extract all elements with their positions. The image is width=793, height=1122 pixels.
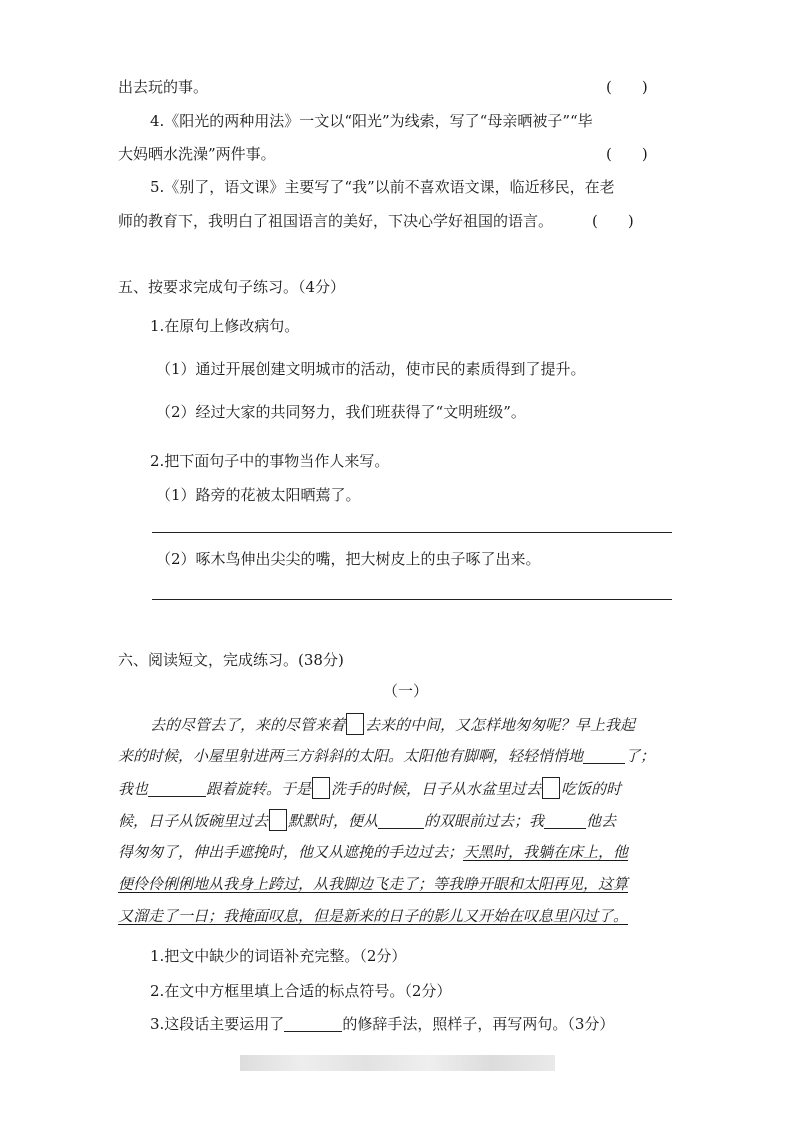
q4-line2: 大妈晒水洗澡”两件事。: [118, 145, 276, 163]
q4-line1: 4.《阳光的两种用法》一文以“阳光”为线索，写了“母亲晒被子”“毕: [150, 112, 593, 130]
s6-q2: 2.在文中方框里填上合适的标点符号。（2分）: [150, 982, 452, 1000]
passage-line-7: 又溜走了一日；我掩面叹息，但是新来的日子的影儿又开始在叹息里闪过了。: [118, 907, 629, 925]
rhetoric-blank[interactable]: [284, 1015, 342, 1032]
s6-q1: 1.把文中缺少的词语补充完整。（2分）: [150, 947, 407, 965]
q3-tail: 出去玩的事。: [118, 78, 209, 96]
q5-line2: 师的教育下，我明白了祖国语言的美好，下决心学好祖国的语言。: [118, 212, 554, 230]
punct-box-2[interactable]: [312, 777, 330, 799]
s6-q3: 3.这段话主要运用了 的修辞手法，照样子，再写两句。（3分）: [150, 1015, 615, 1033]
q4-answer-paren[interactable]: ( ): [606, 145, 648, 163]
punct-box-1[interactable]: [346, 713, 364, 735]
passage-subtitle: （一）: [383, 682, 429, 700]
s5-q2-1: （1）路旁的花被太阳晒蔫了。: [156, 486, 361, 504]
section6-title: 六、阅读短文，完成练习。(38分): [118, 651, 344, 669]
passage-line-6: 便伶伶俐俐地从我身上跨过，从我脚边飞走了；等我睁开眼和太阳再见，这算: [118, 875, 629, 893]
answer-line-2[interactable]: [152, 599, 672, 600]
word-blank-4[interactable]: [544, 812, 586, 829]
punct-box-3[interactable]: [542, 777, 560, 799]
s5-q1-2[interactable]: （2）经过大家的共同努力，我们班获得了“文明班级”。: [156, 403, 526, 421]
passage-line-1: 去的尽管去了，来的尽管来着 去来的中间，又怎样地匆匆呢？早上我起: [150, 713, 635, 736]
s5-q1-1[interactable]: （1）通过开展创建文明城市的活动，使市民的素质得到了提升。: [156, 360, 586, 378]
word-blank-2[interactable]: [148, 780, 206, 797]
blurred-watermark: [240, 1055, 555, 1071]
q3-answer-paren[interactable]: ( ): [606, 78, 648, 96]
passage-line-5: 得匆匆了，伸出手遮挽时，他又从遮挽的手边过去；天黑时，我躺在床上，他: [118, 843, 629, 861]
s5-q2: 2.把下面句子中的事物当作人来写。: [150, 452, 390, 470]
section5-title: 五、按要求完成句子练习。（4分）: [118, 278, 346, 296]
q5-line1: 5.《别了，语文课》主要写了“我”以前不喜欢语文课，临近移民，在老: [150, 178, 615, 196]
word-blank-1[interactable]: [583, 747, 625, 764]
answer-line-1[interactable]: [152, 532, 672, 533]
passage-line-2: 来的时候，小屋里射进两三方斜斜的太阳。太阳他有脚啊，轻轻悄悄地 了；: [118, 747, 656, 765]
passage-line-3: 我也 跟着旋转。于是 洗手的时候，日子从水盆里过去 吃饭的时: [118, 777, 621, 800]
q5-answer-paren[interactable]: ( ): [592, 212, 634, 230]
word-blank-3[interactable]: [378, 812, 424, 829]
passage-line-4: 候，日子从饭碗里过去 默默时，便从 的双眼前过去；我 他去: [118, 809, 616, 832]
s5-q2-2: （2）啄木鸟伸出尖尖的嘴，把大树皮上的虫子啄了出来。: [156, 550, 541, 568]
punct-box-4[interactable]: [269, 809, 287, 831]
s5-q1: 1.在原句上修改病句。: [150, 317, 300, 335]
